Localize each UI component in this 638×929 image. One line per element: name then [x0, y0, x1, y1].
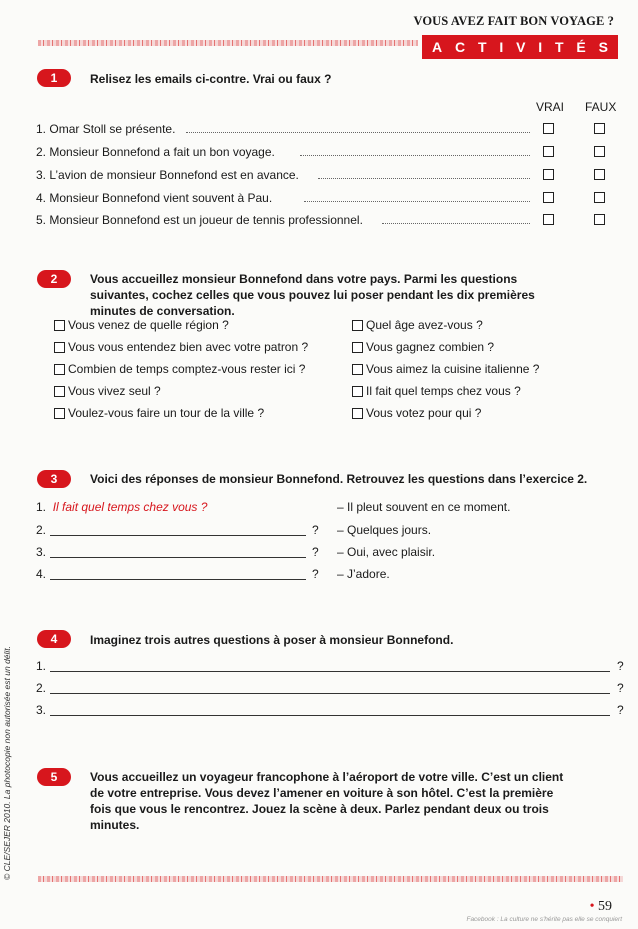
checkbox-vrai[interactable] [543, 123, 554, 134]
answer-line[interactable] [50, 715, 610, 716]
answer-line[interactable] [50, 557, 306, 558]
question-option[interactable]: Il fait quel temps chez vous ? [352, 384, 521, 398]
column-header-faux: FAUX [585, 100, 617, 114]
answer-line[interactable] [50, 579, 306, 580]
question-mark: ? [312, 523, 319, 537]
question-option[interactable]: Vous vous entendez bien avec votre patron ? [54, 340, 308, 354]
list-item: 1. [36, 659, 47, 673]
question-option[interactable]: Vous gagnez combien ? [352, 340, 494, 354]
list-item: 2. [36, 523, 47, 537]
checkbox-faux[interactable] [594, 192, 605, 203]
checkbox [352, 320, 363, 331]
checkbox-faux[interactable] [594, 214, 605, 225]
exercise-number-badge: 4 [37, 630, 71, 648]
list-item: 3. [36, 703, 47, 717]
question-mark: ? [312, 567, 319, 581]
answer-line[interactable] [50, 671, 610, 672]
checkbox [352, 386, 363, 397]
checkbox-faux[interactable] [594, 123, 605, 134]
dotted-leader [304, 201, 530, 202]
exercise-number-badge: 3 [37, 470, 71, 488]
list-item: 3. L’avion de monsieur Bonnefond est en avance. [36, 168, 299, 182]
question-option[interactable]: Vous vivez seul ? [54, 384, 161, 398]
checkbox [54, 342, 65, 353]
list-item: 2. [36, 681, 47, 695]
decorative-band-top [38, 40, 418, 46]
checkbox-vrai[interactable] [543, 169, 554, 180]
question-mark: ? [617, 703, 624, 717]
banner-letter: I [499, 39, 504, 55]
checkbox [352, 408, 363, 419]
list-item: 5. Monsieur Bonnefond est un joueur de tennis professionnel. [36, 213, 363, 227]
question-option[interactable]: Vous votez pour qui ? [352, 406, 481, 420]
dotted-leader [300, 155, 530, 156]
exercise-4-instruction: Imaginez trois autres questions à poser à monsieur Bonnefond. [90, 633, 454, 647]
exercise-number-badge: 5 [37, 768, 71, 786]
copyright-note: © CLE/SEJER 2010. La photocopie non autorisée est un délit. [2, 645, 12, 880]
question-mark: ? [617, 681, 624, 695]
exercise-1-instruction: Relisez les emails ci-contre. Vrai ou faux ? [90, 72, 332, 86]
answer-text: – Quelques jours. [337, 523, 432, 537]
banner-letter: V [516, 39, 526, 55]
answer-line[interactable] [50, 535, 306, 536]
answer-text: – J’adore. [337, 567, 390, 581]
checkbox-vrai[interactable] [543, 146, 554, 157]
example-answer: Il fait quel temps chez vous ? [52, 500, 208, 514]
checkbox-vrai[interactable] [543, 214, 554, 225]
checkbox-faux[interactable] [594, 146, 605, 157]
question-mark: ? [312, 545, 319, 559]
column-header-vrai: VRAI [536, 100, 565, 114]
checkbox [54, 408, 65, 419]
checkbox [54, 386, 65, 397]
question-mark: ? [617, 659, 624, 673]
banner-letter: T [555, 39, 564, 55]
dotted-leader [186, 132, 530, 133]
banner-letter: T [477, 39, 487, 55]
exercise-number-badge: 2 [37, 270, 71, 288]
answer-line[interactable] [50, 693, 610, 694]
dotted-leader [382, 223, 530, 224]
list-item: 1. Il fait quel temps chez vous ? [36, 500, 208, 514]
banner-letter: S [598, 39, 608, 55]
decorative-band-bottom [38, 876, 623, 882]
answer-text: – Il pleut souvent en ce moment. [337, 500, 511, 514]
question-option[interactable]: Combien de temps comptez-vous rester ici ? [54, 362, 305, 376]
list-item: 3. [36, 545, 47, 559]
banner-letter: É [576, 39, 586, 55]
activites-banner [422, 35, 618, 59]
checkbox [352, 342, 363, 353]
exercise-5-instruction: Vous accueillez un voyageur francophone à l’aéroport de votre ville. C’est un client de votre entreprise. Vous devez l’amener en voiture à son hôtel. C’est la première fois que vous le rencontrez. Jouez la scène à deux. Parlez pendant deux ou trois minutes. [90, 770, 564, 832]
list-item: 1. Omar Stoll se présente. [36, 122, 176, 136]
banner-letter: I [538, 39, 543, 55]
banner-letter: C [454, 39, 466, 55]
banner-letter: A [432, 39, 443, 55]
question-option[interactable]: Vous aimez la cuisine italienne ? [352, 362, 539, 376]
question-option[interactable]: Voulez-vous faire un tour de la ville ? [54, 406, 264, 420]
checkbox [54, 320, 65, 331]
checkbox-vrai[interactable] [543, 192, 554, 203]
checkbox [352, 364, 363, 375]
list-item: 4. Monsieur Bonnefond vient souvent à Pau. [36, 191, 273, 205]
answer-text: – Oui, avec plaisir. [337, 545, 436, 559]
question-option[interactable]: Quel âge avez-vous ? [352, 318, 483, 332]
exercise-2-instruction: Vous accueillez monsieur Bonnefond dans votre pays. Parmi les questions suivantes, cochez celles que vous pouvez lui poser pendant les dix premières minutes de conversation. [90, 272, 535, 318]
exercise-number-badge: 1 [37, 69, 71, 87]
credit-text: Facebook : La culture ne s'hérite pas elle se conquiert [466, 916, 622, 923]
exercise-3-instruction: Voici des réponses de monsieur Bonnefond. Retrouvez les questions dans l’exercice 2. [90, 472, 588, 486]
page-number: • 59 [589, 899, 612, 914]
list-item: 4. [36, 567, 47, 581]
checkbox-faux[interactable] [594, 169, 605, 180]
question-option[interactable]: Vous venez de quelle région ? [54, 318, 229, 332]
list-item: 2. Monsieur Bonnefond a fait un bon voyage. [36, 145, 275, 159]
page-title: VOUS AVEZ FAIT BON VOYAGE ? [413, 14, 614, 28]
checkbox [54, 364, 65, 375]
dotted-leader [318, 178, 530, 179]
